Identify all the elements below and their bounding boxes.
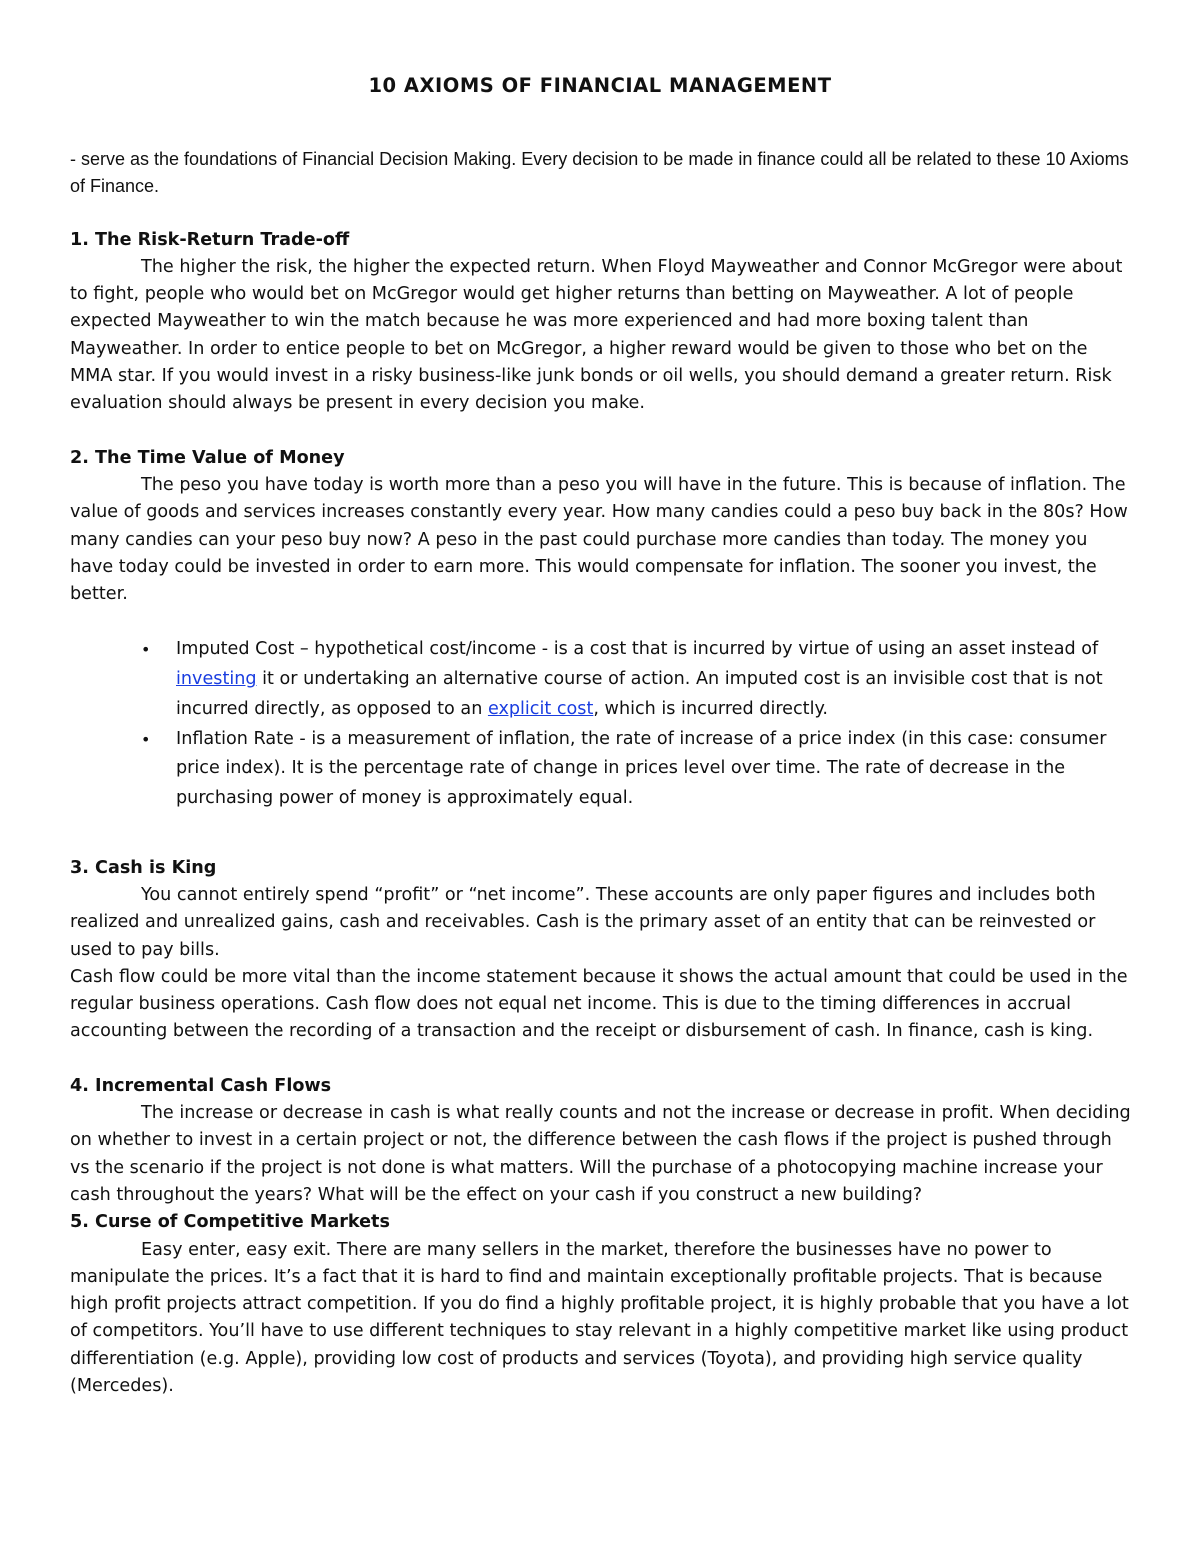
bullet-text: it or undertaking an alternative course of action. An imputed cost is an invisible cost that is not incurred directly, as opposed to an	[176, 669, 1103, 719]
axiom-section-5	[70, 1209, 1132, 1400]
bullet-item-imputed-cost	[70, 635, 1132, 724]
explicit-cost-link[interactable]: explicit cost	[487, 698, 594, 719]
axiom-heading-5: 5. Curse of Competitive Markets	[70, 1212, 390, 1233]
bullet-list	[70, 635, 1132, 813]
axiom-section-4	[70, 1073, 1132, 1209]
axiom-body-4: The increase or decrease in cash is what really counts and not the increase or decrease in profit. When deciding on whether to invest in a certain project or not, the difference between the cash flows if the project is pushed through vs the scenario if the project is not done is what matters. Will the purchase of a photocopying machine increase your cash throughout the years? What will be the effect on your cash if you construct a new building?	[70, 1103, 1131, 1205]
document-body	[70, 146, 1132, 1400]
axiom-heading-2: 2. The Time Value of Money	[70, 447, 345, 468]
bullet-text: Imputed Cost – hypothetical cost/income - is a cost that is incurred by virtue of using an asset instead of	[176, 639, 1099, 660]
bullet-icon: •	[141, 640, 151, 660]
axiom-section-1	[70, 227, 1132, 418]
axiom-body-5: Easy enter, easy exit. There are many sellers in the market, therefore the businesses have no power to manipulate the prices. It’s a fact that it is hard to find and maintain exceptionally profitable projects. That is because high profit projects attract competition. If you do find a highly profitable project, it is highly probable that you have a lot of competitors. You’ll have to use different techniques to stay relevant in a highly competitive market like using product differentiation (e.g. Apple), providing low cost of products and services (Toyota), and providing high service quality (Mercedes).	[70, 1239, 1129, 1397]
axiom-section-3	[70, 855, 1132, 1046]
bullet-text: , which is incurred directly.	[593, 698, 828, 719]
axiom-body-1: The higher the risk, the higher the expected return. When Floyd Mayweather and Connor McGregor were about to fight, people who would bet on McGregor would get higher returns than betting on Mayweather. A lot of people expected Mayweather to win the match because he was more experienced and had more boxing talent than Mayweather. In order to entice people to bet on McGregor, a higher reward would be given to those who bet on the MMA star. If you would invest in a risky business-like junk bonds or oil wells, you should demand a greater return. Risk evaluation should always be present in every decision you make.	[70, 256, 1123, 414]
bullet-text: Inflation Rate - is a measurement of inflation, the rate of increase of a price index (in this case: consumer price index). It is the percentage rate of change in prices level over time. The rate of decrease in the purchasing power of money is approximately equal.	[176, 728, 1107, 808]
investing-link[interactable]: investing	[176, 669, 257, 690]
axiom-body-3: You cannot entirely spend “profit” or “net income”. These accounts are only paper figures and includes both realized and unrealized gains, cash and receivables. Cash is the primary asset of an entity that can be reinvested or used to pay bills.	[70, 884, 1096, 960]
axiom-body-2: The peso you have today is worth more than a peso you will have in the future. This is because of inflation. The value of goods and services increases constantly every year. How many candies could a peso buy back in the 80s? How many candies can your peso buy now? A peso in the past could purchase more candies than today. The money you have today could be invested in order to earn more. This would compensate for inflation. The sooner you invest, the better.	[70, 474, 1128, 605]
bullet-icon: •	[141, 729, 151, 749]
axiom-heading-1: 1. The Risk-Return Trade-off	[70, 229, 350, 250]
axiom-heading-3: 3. Cash is King	[70, 857, 217, 878]
intro-paragraph: - serve as the foundations of Financial Decision Making. Every decision to be made in finance could all be related to these 10 Axioms of Finance.	[70, 149, 1129, 197]
axiom-section-2	[70, 445, 1132, 814]
axiom-body-3b: Cash flow could be more vital than the income statement because it shows the actual amount that could be used in the regular business operations. Cash flow does not equal net income. This is due to the timing differences in accrual accounting between the recording of a transaction and the receipt or disbursement of cash. In finance, cash is king.	[70, 966, 1128, 1042]
bullet-item-inflation-rate	[70, 725, 1132, 814]
axiom-heading-4: 4. Incremental Cash Flows	[70, 1075, 332, 1096]
document-title: 10 AXIOMS OF FINANCIAL MANAGEMENT	[368, 74, 832, 97]
